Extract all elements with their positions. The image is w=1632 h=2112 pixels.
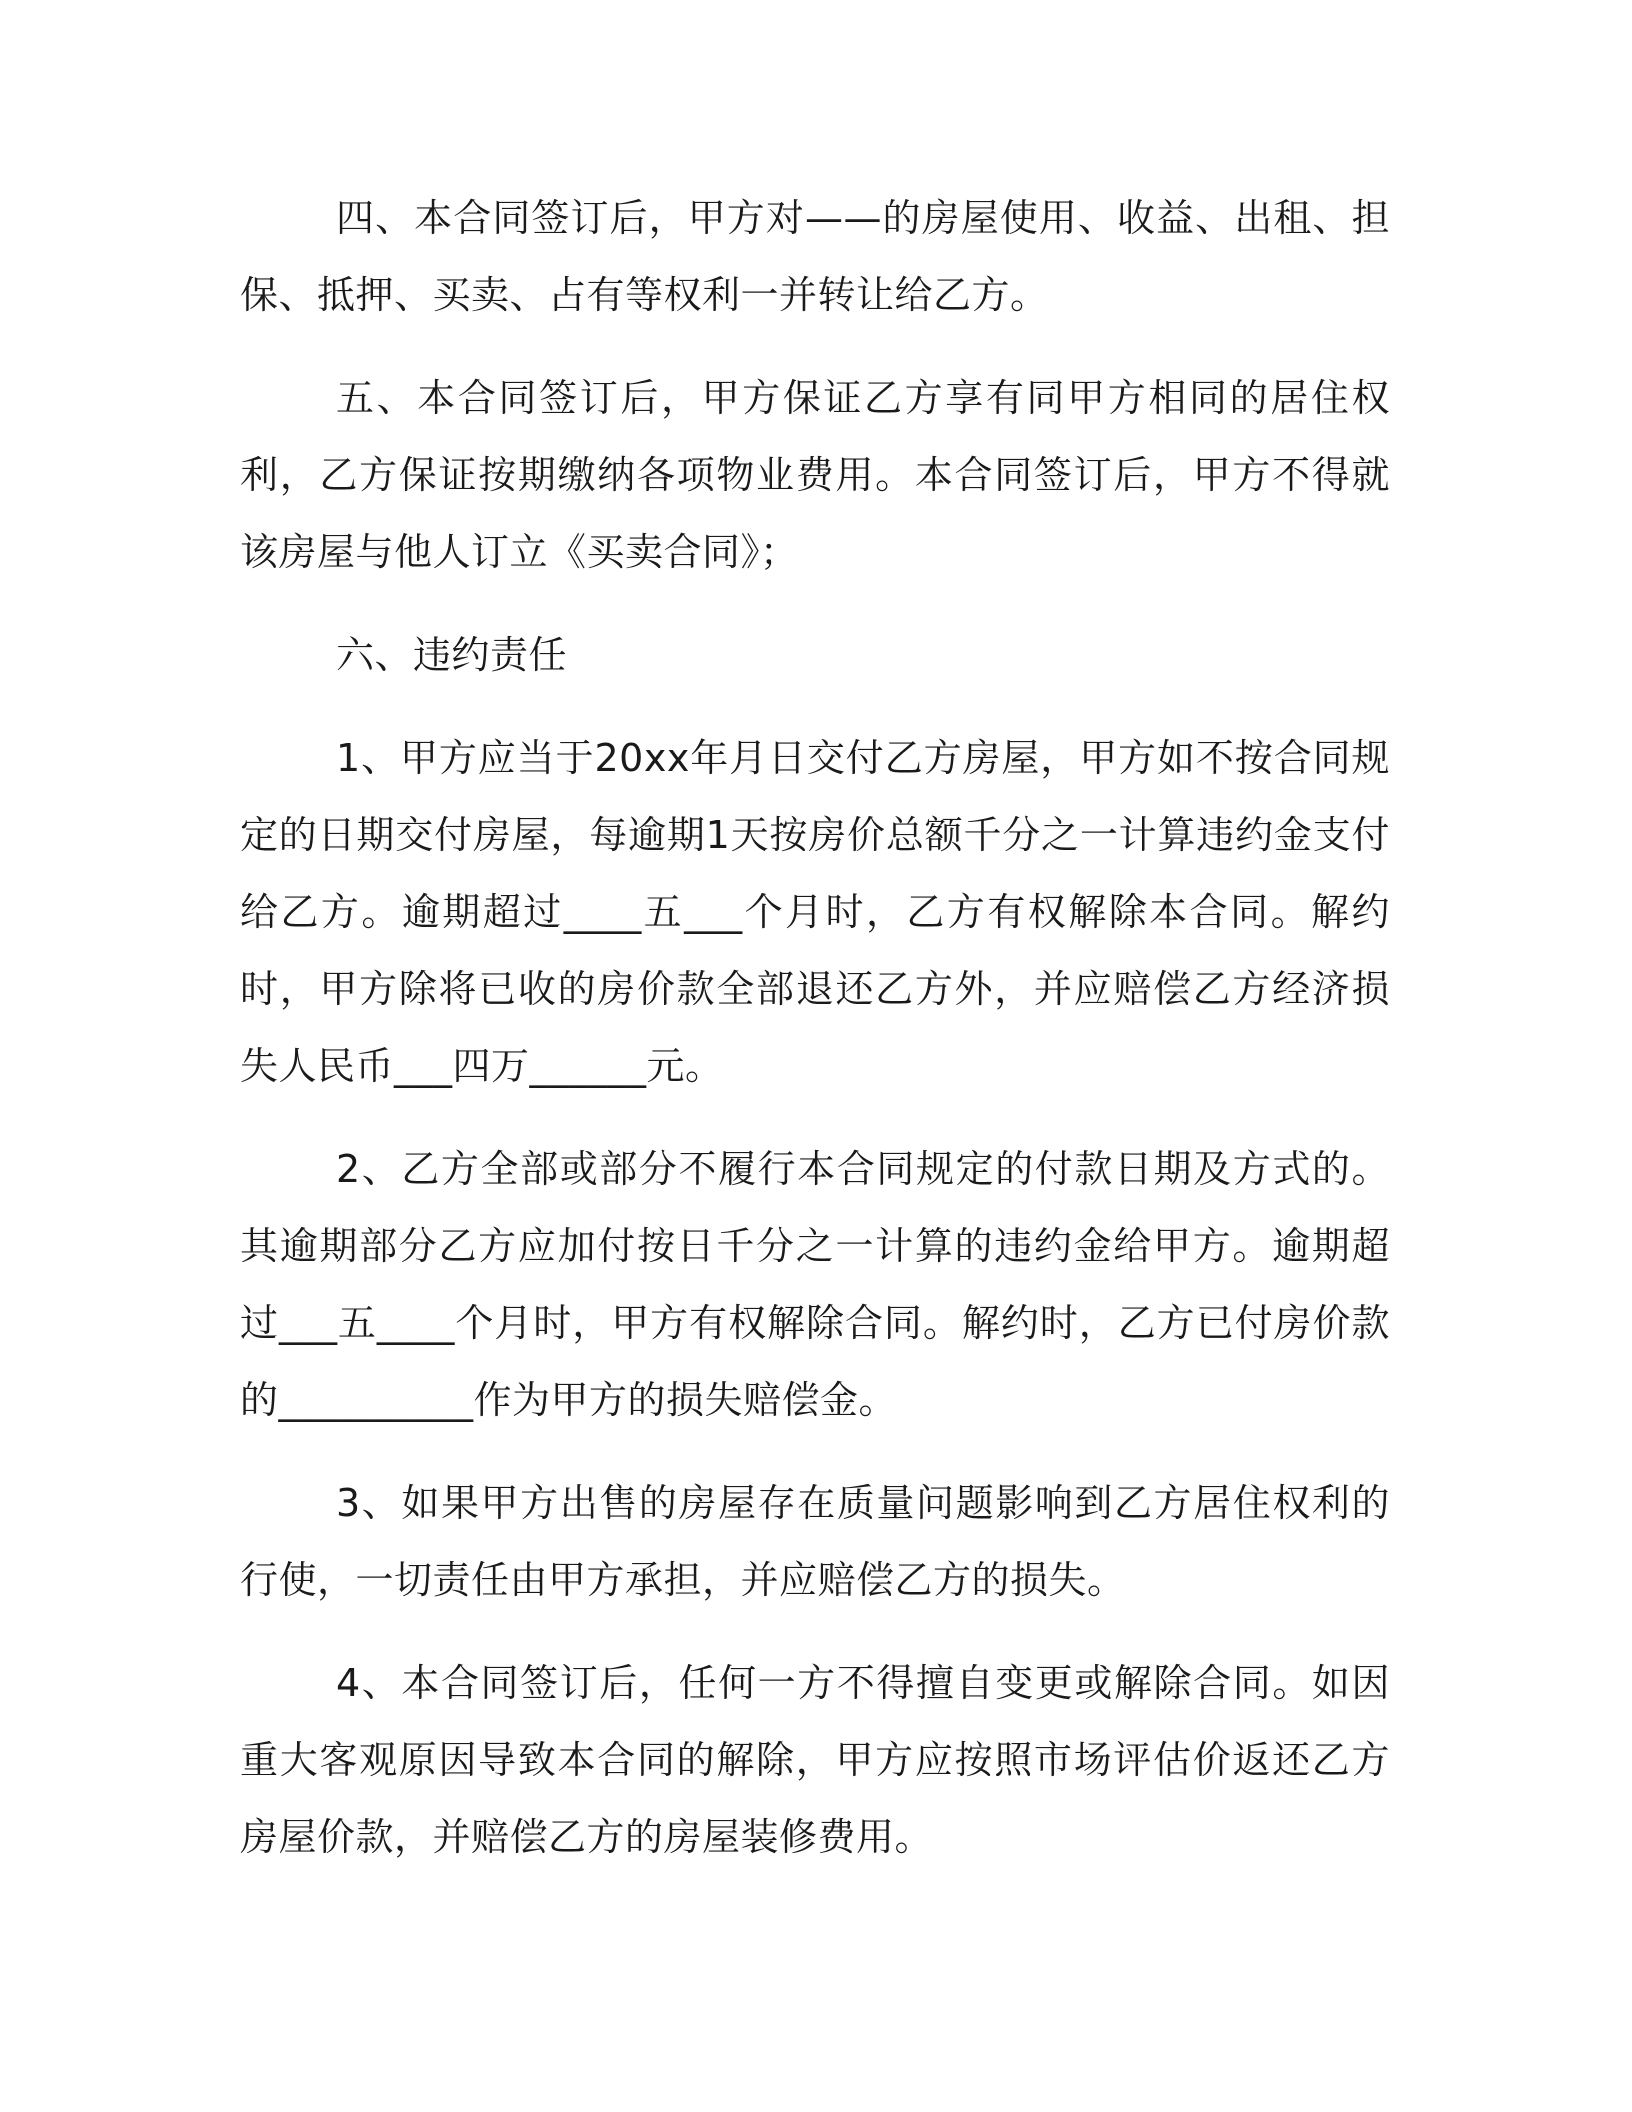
document-body [240,180,1390,1902]
liability-item-4: 4、本合同签订后，任何一方不得擅自变更或解除合同。如因重大客观原因导致本合同的解除，甲方应按照市场评估价返还乙方房屋价款，并赔偿乙方的房屋装修费用。 [240,1661,1390,1859]
clause-6-heading: 六、违约责任 [336,633,568,677]
liability-item-2: 2、乙方全部或部分不履行本合同规定的付款日期及方式的。其逾期部分乙方应加付按日千分之一计算的违约金给甲方。逾期超过___五____个月时，甲方有权解除合同。解约时，乙方已付房价款的__________作为甲方的损失赔偿金。 [240,1147,1390,1422]
liability-item-3: 3、如果甲方出售的房屋存在质量问题影响到乙方居住权利的行使，一切责任由甲方承担，并应赔偿乙方的损失。 [240,1481,1390,1602]
clause-5-residence-rights: 五、本合同签订后，甲方保证乙方享有同甲方相同的居住权利，乙方保证按期缴纳各项物业费用。本合同签订后，甲方不得就该房屋与他人订立《买卖合同》； [240,376,1390,574]
liability-item-1: 1、甲方应当于20xx年月日交付乙方房屋，甲方如不按合同规定的日期交付房屋，每逾期1天按房价总额千分之一计算违约金支付给乙方。逾期超过____五___个月时，乙方有权解除本合同。解约时，甲方除将已收的房价款全部退还乙方外，并应赔偿乙方经济损失人民币___四万______元。 [240,736,1390,1088]
clause-4-rights-transfer: 四、本合同签订后，甲方对——的房屋使用、收益、出租、担保、抵押、买卖、占有等权利一并转让给乙方。 [240,196,1390,317]
